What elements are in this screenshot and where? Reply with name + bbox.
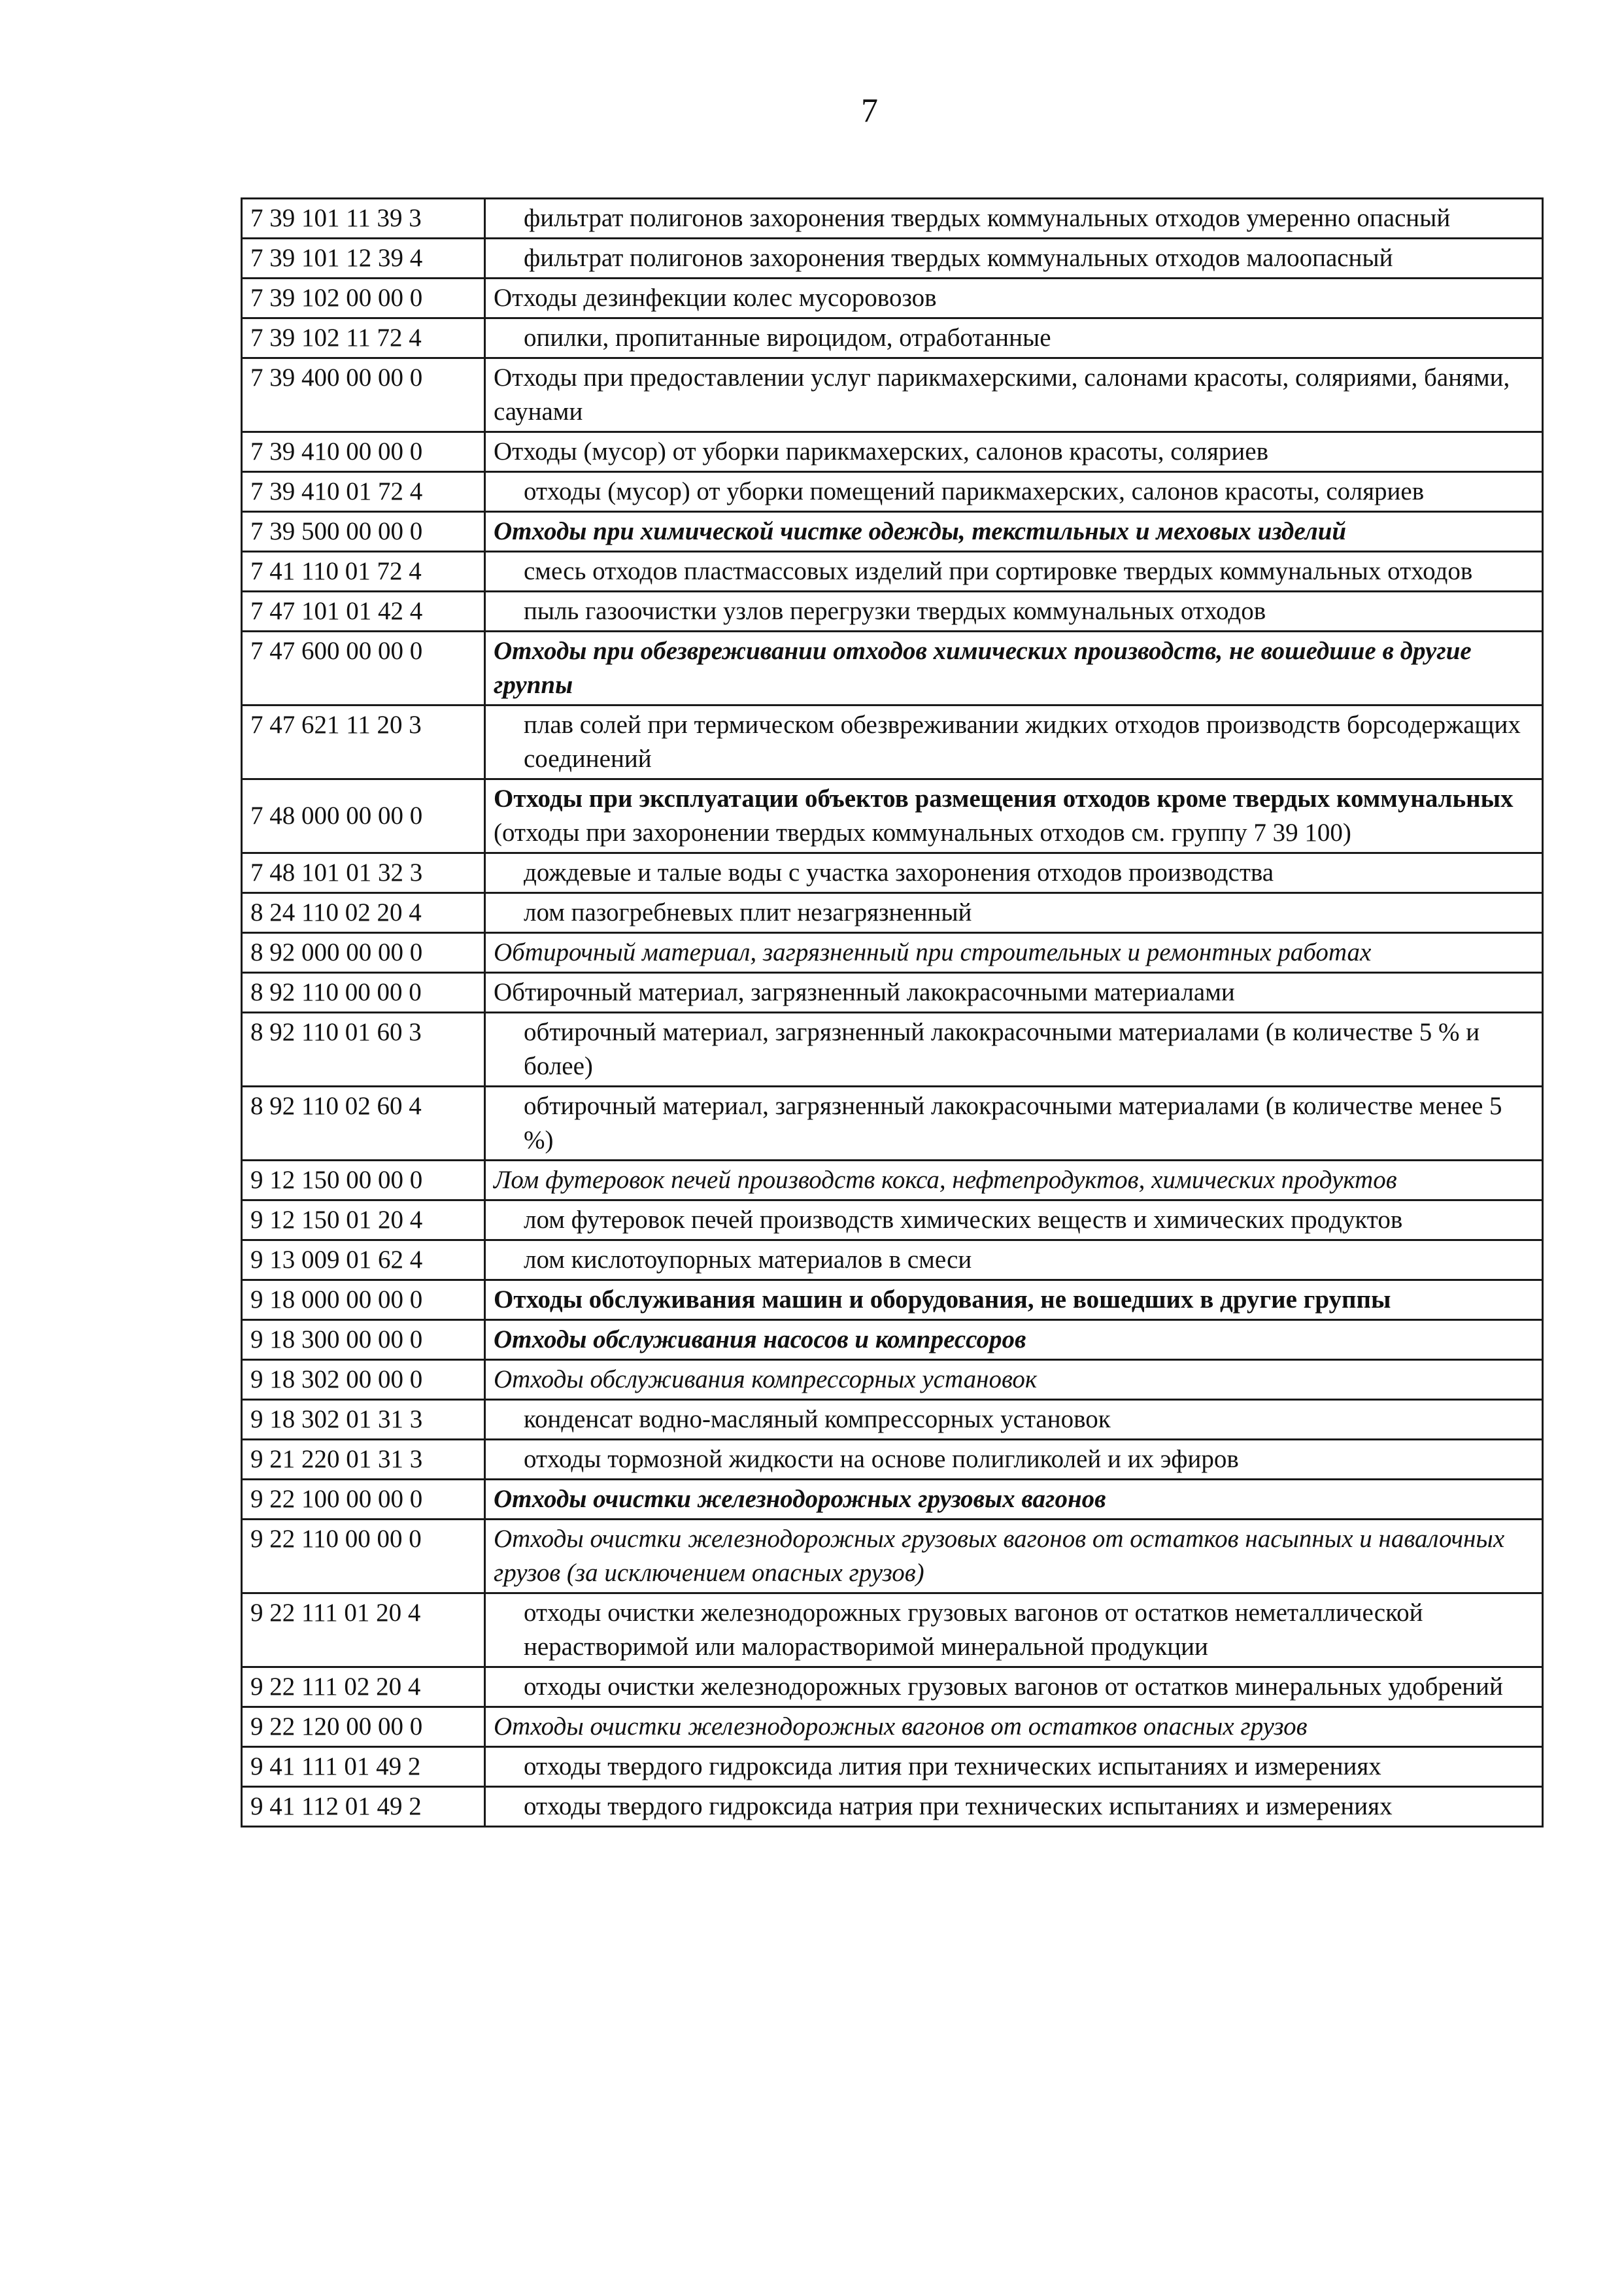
waste-description-text: Отходы дезинфекции колес мусоровозов xyxy=(494,284,937,312)
waste-description-cell xyxy=(485,1013,1543,1087)
waste-description-text: Отходы обслуживания машин и оборудования, не вошедших в другие группы xyxy=(494,1285,1391,1314)
waste-code-cell: 9 21 220 01 31 3 xyxy=(242,1440,485,1480)
table-row xyxy=(242,779,1543,853)
table-row xyxy=(242,1747,1543,1787)
table-row xyxy=(242,1161,1543,1200)
table-row xyxy=(242,1593,1543,1667)
waste-code-cell: 7 41 110 01 72 4 xyxy=(242,552,485,592)
waste-code-cell: 9 22 120 00 00 0 xyxy=(242,1707,485,1747)
waste-description-text: смесь отходов пластмассовых изделий при сортировке твердых коммунальных отходов xyxy=(524,557,1473,585)
waste-code-cell: 7 48 101 01 32 3 xyxy=(242,853,485,893)
waste-code-cell: 9 12 150 01 20 4 xyxy=(242,1200,485,1240)
waste-code-cell: 9 41 111 01 49 2 xyxy=(242,1747,485,1787)
waste-description-text: отходы твердого гидроксида лития при технических испытаниях и измерениях xyxy=(524,1752,1381,1780)
waste-description-cell xyxy=(485,893,1543,933)
waste-description-cell xyxy=(485,1320,1543,1360)
table-row xyxy=(242,1200,1543,1240)
waste-description-cell xyxy=(485,1520,1543,1593)
waste-code-cell: 9 18 302 01 31 3 xyxy=(242,1400,485,1440)
waste-description-text: отходы очистки железнодорожных грузовых вагонов от остатков минеральных удобрений xyxy=(524,1673,1503,1701)
table-row xyxy=(242,1280,1543,1320)
waste-description-text: опилки, пропитанные вироцидом, отработанные xyxy=(524,324,1051,352)
waste-description-text: Отходы при предоставлении услуг парикмахерскими, салонами красоты, соляриями, банями, саунами xyxy=(494,364,1510,426)
waste-description-cell xyxy=(485,279,1543,318)
waste-code-cell: 7 39 102 00 00 0 xyxy=(242,279,485,318)
waste-description-cell xyxy=(485,199,1543,239)
table-row xyxy=(242,592,1543,632)
waste-code-cell: 7 47 621 11 20 3 xyxy=(242,706,485,779)
table-row xyxy=(242,199,1543,239)
waste-description-text: лом пазогребневых плит незагрязненный xyxy=(524,898,972,926)
table-row xyxy=(242,1480,1543,1520)
waste-description-cell xyxy=(485,1593,1543,1667)
waste-description-text: Отходы обслуживания насосов и компрессоров xyxy=(494,1325,1026,1353)
waste-description-text: Отходы при эксплуатации объектов размещения отходов кроме твердых коммунальных xyxy=(494,785,1514,813)
waste-description-cell xyxy=(485,512,1543,552)
waste-description-text: Отходы при химической чистке одежды, текстильных и меховых изделий xyxy=(494,517,1347,545)
waste-code-cell: 7 39 101 11 39 3 xyxy=(242,199,485,239)
waste-description-cell xyxy=(485,239,1543,279)
waste-code-cell: 8 92 110 02 60 4 xyxy=(242,1087,485,1161)
table-row xyxy=(242,1440,1543,1480)
table-row xyxy=(242,853,1543,893)
table-row xyxy=(242,358,1543,432)
waste-description-text: обтирочный материал, загрязненный лакокрасочными материалами (в количестве 5 % и более) xyxy=(524,1018,1480,1080)
table-row xyxy=(242,472,1543,512)
waste-description-cell xyxy=(485,853,1543,893)
waste-description-cell xyxy=(485,552,1543,592)
waste-code-cell: 7 48 000 00 00 0 xyxy=(242,779,485,853)
waste-code-cell: 9 22 111 01 20 4 xyxy=(242,1593,485,1667)
waste-description-cell xyxy=(485,1787,1543,1827)
table-row xyxy=(242,239,1543,279)
waste-description-cell xyxy=(485,779,1543,853)
waste-description-cell xyxy=(485,706,1543,779)
waste-code-cell: 9 18 302 00 00 0 xyxy=(242,1360,485,1400)
waste-description-text: фильтрат полигонов захоронения твердых коммунальных отходов умеренно опасный xyxy=(524,204,1451,232)
waste-code-cell: 7 39 500 00 00 0 xyxy=(242,512,485,552)
waste-code-cell: 7 39 400 00 00 0 xyxy=(242,358,485,432)
waste-description-cell xyxy=(485,933,1543,973)
waste-description-cell xyxy=(485,632,1543,706)
waste-code-cell: 8 24 110 02 20 4 xyxy=(242,893,485,933)
table-row xyxy=(242,512,1543,552)
table-row xyxy=(242,1400,1543,1440)
waste-description-text: Отходы (мусор) от уборки парикмахерских, салонов красоты, соляриев xyxy=(494,437,1269,466)
table-row xyxy=(242,1240,1543,1280)
waste-description-text: пыль газоочистки узлов перегрузки твердых коммунальных отходов xyxy=(524,597,1266,625)
table-row xyxy=(242,1013,1543,1087)
waste-description-cell xyxy=(485,358,1543,432)
table-row xyxy=(242,552,1543,592)
waste-code-cell: 9 18 300 00 00 0 xyxy=(242,1320,485,1360)
waste-description-cell xyxy=(485,1747,1543,1787)
waste-code-cell: 9 13 009 01 62 4 xyxy=(242,1240,485,1280)
waste-code-cell: 8 92 110 00 00 0 xyxy=(242,973,485,1013)
waste-description-text: лом футеровок печей производств химических веществ и химических продуктов xyxy=(524,1206,1403,1234)
waste-description-text: Отходы обслуживания компрессорных установок xyxy=(494,1365,1038,1393)
waste-classification-table xyxy=(241,197,1544,1828)
table-row xyxy=(242,1520,1543,1593)
table-row xyxy=(242,432,1543,472)
waste-description-cell xyxy=(485,1280,1543,1320)
table-row xyxy=(242,1707,1543,1747)
waste-description-note: (отходы при захоронении твердых коммунальных отходов см. группу 7 39 100) xyxy=(494,819,1351,847)
table-row xyxy=(242,706,1543,779)
waste-description-text: дождевые и талые воды с участка захоронения отходов производства xyxy=(524,858,1274,887)
waste-code-cell: 7 39 101 12 39 4 xyxy=(242,239,485,279)
waste-description-cell xyxy=(485,1400,1543,1440)
waste-code-cell: 9 22 110 00 00 0 xyxy=(242,1520,485,1593)
table-row xyxy=(242,1360,1543,1400)
page-number: 7 xyxy=(861,92,878,129)
waste-description-cell xyxy=(485,1707,1543,1747)
waste-code-cell: 9 22 111 02 20 4 xyxy=(242,1667,485,1707)
waste-description-cell xyxy=(485,472,1543,512)
table-row xyxy=(242,1087,1543,1161)
waste-description-cell xyxy=(485,318,1543,358)
table-row xyxy=(242,893,1543,933)
waste-description-text: Отходы очистки железнодорожных грузовых вагонов xyxy=(494,1485,1106,1513)
table-row xyxy=(242,279,1543,318)
waste-description-text: Отходы при обезвреживании отходов химических производств, не вошедшие в другие группы xyxy=(494,637,1472,699)
waste-code-cell: 7 39 410 01 72 4 xyxy=(242,472,485,512)
waste-code-cell: 7 47 101 01 42 4 xyxy=(242,592,485,632)
waste-description-text: Отходы очистки железнодорожных грузовых вагонов от остатков насыпных и навалочных грузов (за исключением опасных грузов) xyxy=(494,1525,1505,1587)
table-row xyxy=(242,1667,1543,1707)
waste-description-text: конденсат водно-масляный компрессорных установок xyxy=(524,1405,1111,1433)
table-row xyxy=(242,933,1543,973)
waste-description-text: лом кислотоупорных материалов в смеси xyxy=(524,1246,972,1274)
waste-code-cell: 8 92 000 00 00 0 xyxy=(242,933,485,973)
table-body xyxy=(242,199,1543,1827)
waste-code-cell: 9 22 100 00 00 0 xyxy=(242,1480,485,1520)
waste-code-cell: 7 39 410 00 00 0 xyxy=(242,432,485,472)
waste-description-cell xyxy=(485,1440,1543,1480)
table-row xyxy=(242,1320,1543,1360)
waste-description-cell xyxy=(485,1200,1543,1240)
waste-description-text: Лом футеровок печей производств кокса, нефтепродуктов, химических продуктов xyxy=(494,1166,1397,1194)
waste-code-cell: 9 18 000 00 00 0 xyxy=(242,1280,485,1320)
waste-description-text: Обтирочный материал, загрязненный при строительных и ремонтных работах xyxy=(494,938,1372,966)
waste-description-cell xyxy=(485,973,1543,1013)
waste-description-text: Обтирочный материал, загрязненный лакокрасочными материалами xyxy=(494,978,1235,1006)
waste-code-cell: 7 39 102 11 72 4 xyxy=(242,318,485,358)
waste-description-text: плав солей при термическом обезвреживании жидких отходов производств борсодержащих соединений xyxy=(524,711,1521,773)
waste-description-text: отходы твердого гидроксида натрия при технических испытаниях и измерениях xyxy=(524,1792,1393,1820)
waste-code-cell: 8 92 110 01 60 3 xyxy=(242,1013,485,1087)
waste-description-cell xyxy=(485,1161,1543,1200)
table-row xyxy=(242,632,1543,706)
waste-description-cell xyxy=(485,592,1543,632)
table-row xyxy=(242,318,1543,358)
waste-description-cell xyxy=(485,432,1543,472)
table-row xyxy=(242,1787,1543,1827)
waste-description-text: Отходы очистки железнодорожных вагонов от остатков опасных грузов xyxy=(494,1712,1308,1741)
waste-description-cell xyxy=(485,1480,1543,1520)
waste-description-cell xyxy=(485,1240,1543,1280)
waste-code-cell: 9 12 150 00 00 0 xyxy=(242,1161,485,1200)
waste-description-text: фильтрат полигонов захоронения твердых коммунальных отходов малоопасный xyxy=(524,244,1393,272)
waste-code-cell: 7 47 600 00 00 0 xyxy=(242,632,485,706)
waste-description-cell xyxy=(485,1360,1543,1400)
table-row xyxy=(242,973,1543,1013)
waste-description-text: обтирочный материал, загрязненный лакокрасочными материалами (в количестве менее 5 %) xyxy=(524,1092,1502,1154)
waste-description-text: отходы очистки железнодорожных грузовых вагонов от остатков неметаллической нерастворимой или малорастворимой минеральной продукции xyxy=(524,1599,1423,1661)
waste-code-cell: 9 41 112 01 49 2 xyxy=(242,1787,485,1827)
waste-description-cell xyxy=(485,1667,1543,1707)
waste-description-text: отходы (мусор) от уборки помещений парикмахерских, салонов красоты, соляриев xyxy=(524,477,1425,505)
waste-description-text: отходы тормозной жидкости на основе полигликолей и их эфиров xyxy=(524,1445,1239,1473)
waste-description-cell xyxy=(485,1087,1543,1161)
